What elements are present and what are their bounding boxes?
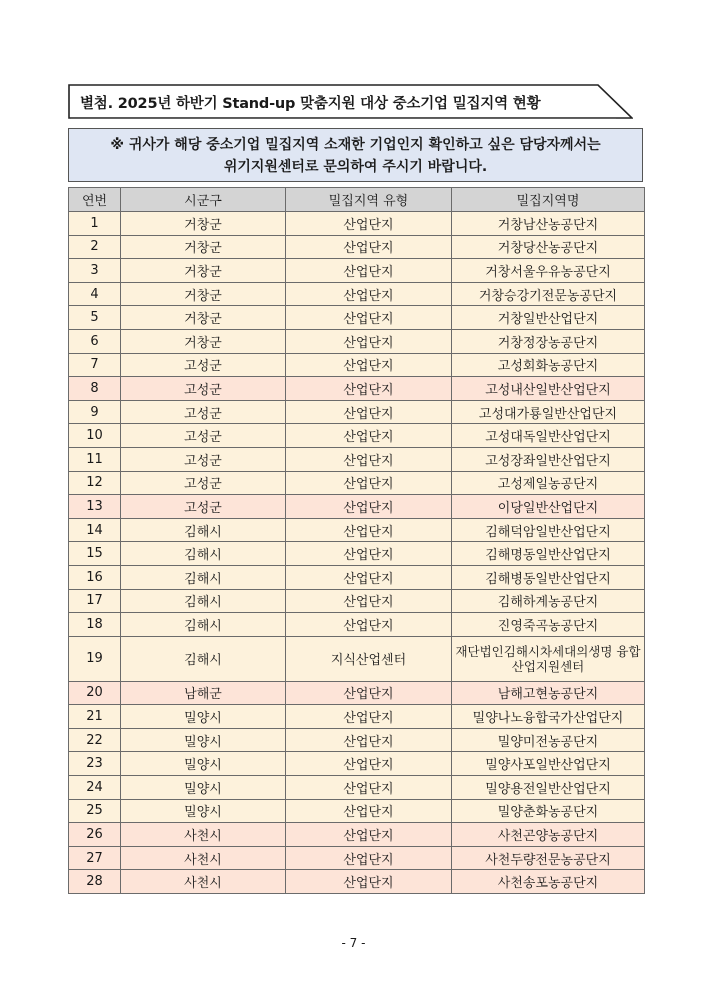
cell-no: 9 (69, 400, 121, 424)
table-row (69, 636, 645, 681)
cell-type: 산업단지 (286, 212, 452, 236)
table-row (69, 259, 645, 283)
cell-district: 김해시 (121, 636, 286, 681)
header-type: 밀집지역 유형 (286, 188, 452, 212)
cell-type: 산업단지 (286, 447, 452, 471)
cell-name: 고성제일농공단지 (452, 471, 645, 495)
cell-name: 사천곤양농공단지 (452, 823, 645, 847)
cell-no: 7 (69, 353, 121, 377)
cell-name-text: 재단법인김해시차세대의생명 융합산업지원센터 (455, 643, 641, 674)
cell-no: 22 (69, 728, 121, 752)
cell-no: 2 (69, 235, 121, 259)
table-row (69, 212, 645, 236)
table-row (69, 589, 645, 613)
cell-type: 산업단지 (286, 799, 452, 823)
table-row (69, 542, 645, 566)
cell-district: 거창군 (121, 212, 286, 236)
table-row (69, 752, 645, 776)
cell-type: 산업단지 (286, 400, 452, 424)
page-title: 별첨. 2025년 하반기 Stand-up 맞춤지원 대상 중소기업 밀집지역 현황 (80, 96, 541, 112)
cell-name: 거창당산농공단지 (452, 235, 645, 259)
cell-name: 고성회화농공단지 (452, 353, 645, 377)
table-row (69, 565, 645, 589)
header-district: 시군구 (121, 188, 286, 212)
title-banner (68, 84, 633, 119)
table-row (69, 799, 645, 823)
cell-no: 16 (69, 565, 121, 589)
cell-type: 산업단지 (286, 589, 452, 613)
cell-no: 11 (69, 447, 121, 471)
cell-district: 김해시 (121, 542, 286, 566)
notice-line-2: 위기지원센터로 문의하여 주시기 바랍니다. (223, 159, 488, 175)
cell-no: 13 (69, 495, 121, 519)
cell-name: 밀양용전일반산업단지 (452, 776, 645, 800)
cell-name: 김해명동일반산업단지 (452, 542, 645, 566)
cell-district: 거창군 (121, 282, 286, 306)
notice-box (68, 128, 643, 182)
table-row (69, 705, 645, 729)
cell-district: 고성군 (121, 400, 286, 424)
cell-no: 28 (69, 870, 121, 894)
cell-district: 거창군 (121, 306, 286, 330)
cell-type: 산업단지 (286, 705, 452, 729)
table-row (69, 282, 645, 306)
cell-no: 26 (69, 823, 121, 847)
cell-district: 밀양시 (121, 705, 286, 729)
cell-name: 밀양춘화농공단지 (452, 799, 645, 823)
cell-no: 20 (69, 681, 121, 705)
cell-type: 산업단지 (286, 613, 452, 637)
cell-name: 남해고현농공단지 (452, 681, 645, 705)
cell-no: 25 (69, 799, 121, 823)
cell-district: 고성군 (121, 377, 286, 401)
cell-no: 17 (69, 589, 121, 613)
cell-type: 산업단지 (286, 870, 452, 894)
cell-name (452, 636, 645, 681)
cell-name: 밀양미전농공단지 (452, 728, 645, 752)
cell-no: 23 (69, 752, 121, 776)
cell-no: 15 (69, 542, 121, 566)
cell-type: 산업단지 (286, 518, 452, 542)
cell-no: 8 (69, 377, 121, 401)
table-row (69, 447, 645, 471)
cell-no: 21 (69, 705, 121, 729)
cell-name: 고성대가룡일반산업단지 (452, 400, 645, 424)
cell-type: 지식산업센터 (286, 636, 452, 681)
cell-district: 고성군 (121, 353, 286, 377)
cell-name: 진영죽곡농공단지 (452, 613, 645, 637)
cell-district: 사천시 (121, 870, 286, 894)
table-row (69, 377, 645, 401)
cell-name: 김해덕암일반산업단지 (452, 518, 645, 542)
cell-no: 1 (69, 212, 121, 236)
cell-type: 산업단지 (286, 259, 452, 283)
table-body (69, 212, 645, 894)
cell-name: 고성장좌일반산업단지 (452, 447, 645, 471)
header-no: 연번 (69, 188, 121, 212)
table-row (69, 823, 645, 847)
cell-name: 사천송포농공단지 (452, 870, 645, 894)
table-row (69, 495, 645, 519)
cell-type: 산업단지 (286, 776, 452, 800)
table-row (69, 235, 645, 259)
table-row (69, 613, 645, 637)
cell-type: 산업단지 (286, 306, 452, 330)
cell-no: 4 (69, 282, 121, 306)
cell-district: 고성군 (121, 447, 286, 471)
cell-name: 사천두량전문농공단지 (452, 846, 645, 870)
cell-district: 거창군 (121, 235, 286, 259)
table-row (69, 681, 645, 705)
cell-name: 고성대독일반산업단지 (452, 424, 645, 448)
cell-no: 27 (69, 846, 121, 870)
cell-district: 사천시 (121, 846, 286, 870)
cell-type: 산업단지 (286, 542, 452, 566)
table-row (69, 728, 645, 752)
cell-no: 19 (69, 636, 121, 681)
cell-no: 14 (69, 518, 121, 542)
cell-name: 밀양나노융합국가산업단지 (452, 705, 645, 729)
table-header-row (69, 188, 645, 212)
cell-type: 산업단지 (286, 823, 452, 847)
cell-district: 고성군 (121, 495, 286, 519)
cell-type: 산업단지 (286, 495, 452, 519)
cell-district: 김해시 (121, 589, 286, 613)
cell-district: 밀양시 (121, 799, 286, 823)
table-row (69, 776, 645, 800)
cell-type: 산업단지 (286, 235, 452, 259)
cell-no: 18 (69, 613, 121, 637)
cell-district: 김해시 (121, 613, 286, 637)
cell-type: 산업단지 (286, 752, 452, 776)
cell-no: 5 (69, 306, 121, 330)
cell-type: 산업단지 (286, 424, 452, 448)
table-row (69, 846, 645, 870)
cell-type: 산업단지 (286, 565, 452, 589)
cell-name: 김해병동일반산업단지 (452, 565, 645, 589)
cell-district: 김해시 (121, 565, 286, 589)
cell-district: 밀양시 (121, 776, 286, 800)
cell-name: 거창일반산업단지 (452, 306, 645, 330)
cell-name: 밀양사포일반산업단지 (452, 752, 645, 776)
cell-district: 고성군 (121, 471, 286, 495)
cell-name: 거창남산농공단지 (452, 212, 645, 236)
page-number: - 7 - (341, 936, 366, 950)
cell-district: 김해시 (121, 518, 286, 542)
cell-no: 12 (69, 471, 121, 495)
cell-district: 거창군 (121, 329, 286, 353)
table-row (69, 518, 645, 542)
table-row (69, 424, 645, 448)
cell-name: 고성내산일반산업단지 (452, 377, 645, 401)
cell-district: 거창군 (121, 259, 286, 283)
header-name: 밀집지역명 (452, 188, 645, 212)
cell-type: 산업단지 (286, 681, 452, 705)
notice-line-1: ※ 귀사가 해당 중소기업 밀집지역 소재한 기업인지 확인하고 싶은 담당자께서는 (110, 137, 601, 153)
cell-no: 10 (69, 424, 121, 448)
cell-name: 김해하계농공단지 (452, 589, 645, 613)
cell-type: 산업단지 (286, 846, 452, 870)
cell-name: 거창승강기전문농공단지 (452, 282, 645, 306)
cell-district: 밀양시 (121, 752, 286, 776)
cell-no: 24 (69, 776, 121, 800)
table-row (69, 400, 645, 424)
table-row (69, 306, 645, 330)
cluster-table (68, 187, 645, 894)
cell-type: 산업단지 (286, 353, 452, 377)
cell-no: 6 (69, 329, 121, 353)
cell-type: 산업단지 (286, 471, 452, 495)
cell-district: 사천시 (121, 823, 286, 847)
cell-name: 이당일반산업단지 (452, 495, 645, 519)
cell-type: 산업단지 (286, 329, 452, 353)
table-row (69, 471, 645, 495)
table-row (69, 329, 645, 353)
cell-no: 3 (69, 259, 121, 283)
cell-name: 거창정장농공단지 (452, 329, 645, 353)
cell-district: 남해군 (121, 681, 286, 705)
cell-type: 산업단지 (286, 282, 452, 306)
cell-name: 거창서울우유농공단지 (452, 259, 645, 283)
table-row (69, 353, 645, 377)
cell-type: 산업단지 (286, 728, 452, 752)
cell-type: 산업단지 (286, 377, 452, 401)
table-row (69, 870, 645, 894)
cell-district: 고성군 (121, 424, 286, 448)
cell-district: 밀양시 (121, 728, 286, 752)
